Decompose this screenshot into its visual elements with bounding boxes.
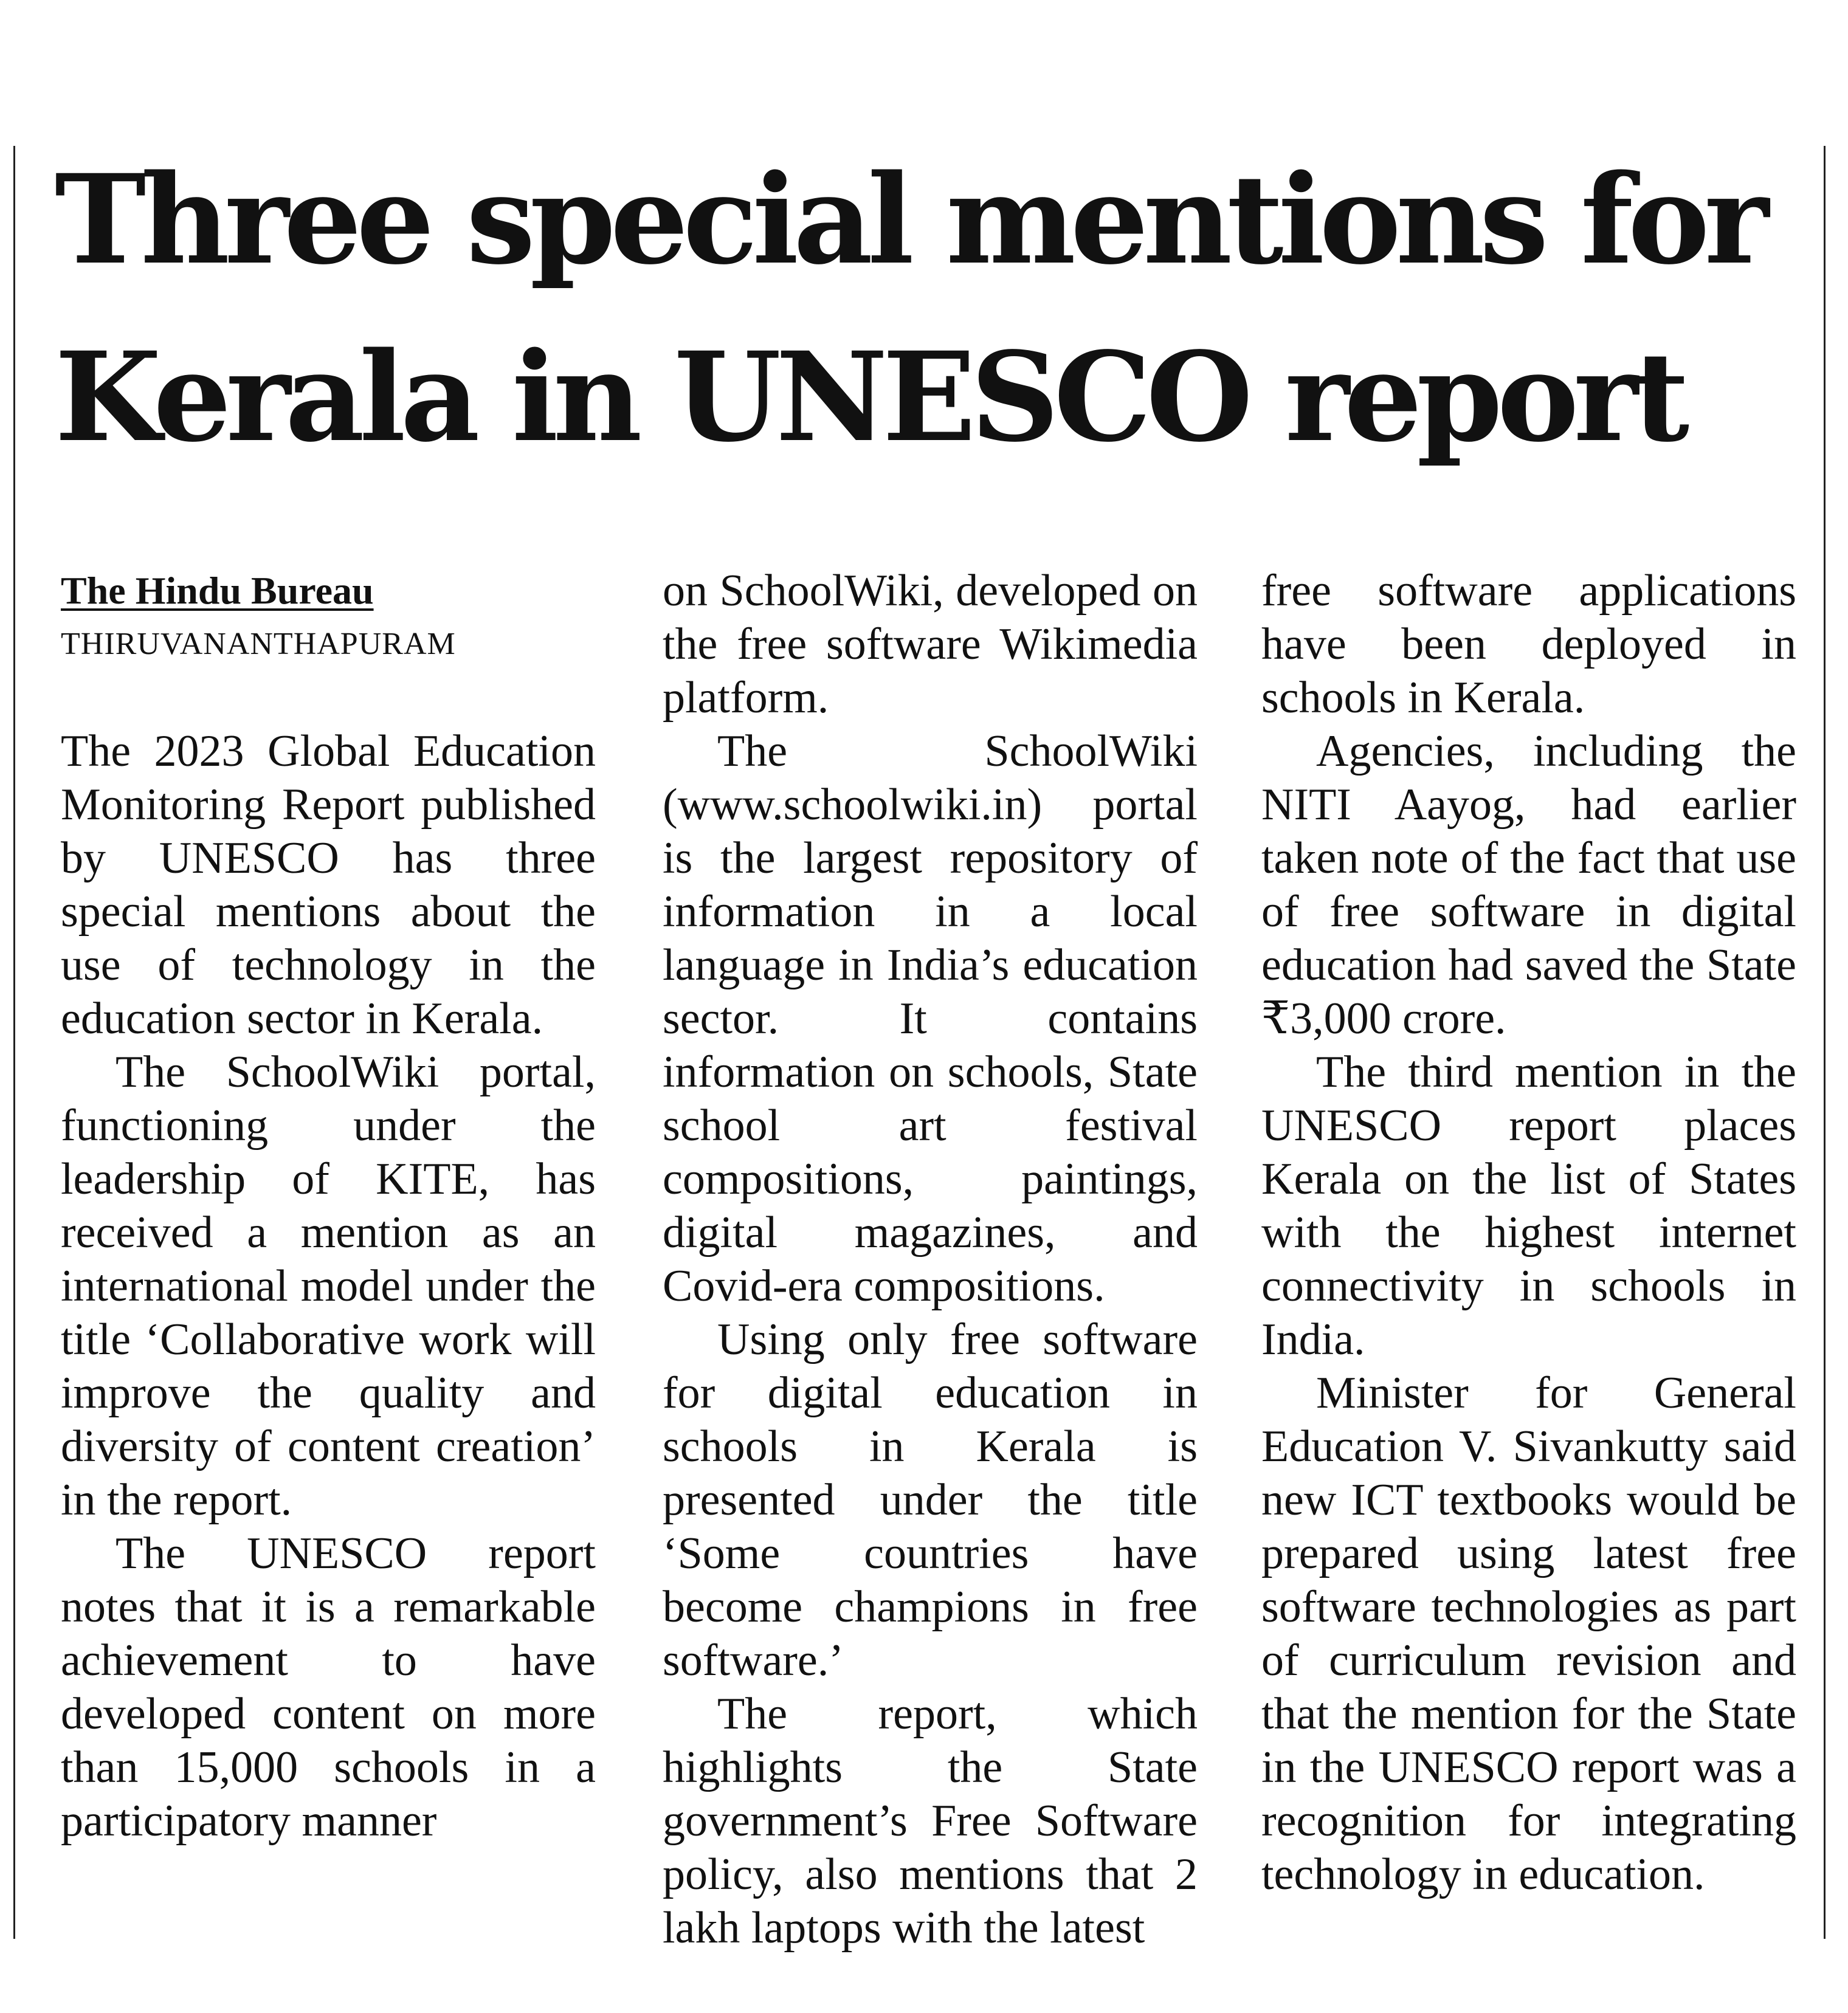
paragraph: free software applications have been deployed in schools in Kerala.	[1261, 566, 1796, 723]
paragraph: The SchoolWiki (www.schoolwiki.in) portal is the largest repository of information in a local language in India’s education sector. It contains information on schools, State school art festival compositions, paintings, digital magazines, and Covid-era compositions.	[663, 726, 1198, 1311]
headline-line-1: Three special mentions for	[55, 147, 1764, 292]
headline-line-2: Kerala in UNESCO report	[55, 325, 1684, 469]
paragraph: Minister for General Education V. Sivankutty said new ICT textbooks would be prepared using latest free software technologies as part of curriculum revision and that the mention for the State in the UNESCO report was a recognition for integrating technology in education.	[1261, 1368, 1796, 1899]
article-column-3	[1261, 564, 1796, 1901]
byline: The Hindu Bureau	[61, 569, 374, 612]
paragraph: The 2023 Global Education Monitoring Report published by UNESCO has three special mentions about the use of technology in the education sector in Kerala.	[61, 726, 596, 1044]
dateline: THIRUVANANTHAPURAM	[61, 627, 456, 661]
left-column-rule	[13, 146, 15, 1939]
paragraph: The SchoolWiki portal, functioning under the leadership of KITE, has received a mention as an international model under the title ‘Collaborative work will improve the quality and diversity of content creation’ in the report.	[61, 1047, 596, 1525]
paragraph: The third mention in the UNESCO report places Kerala on the list of States with the highest internet connectivity in schools in India.	[1261, 1047, 1796, 1364]
paragraph: on SchoolWiki, developed on the free software Wikimedia platform.	[663, 566, 1198, 723]
headline	[55, 131, 1805, 486]
right-column-rule	[1824, 146, 1826, 1939]
paragraph: The report, which highlights the State government’s Free Software policy, also mentions that 2 lakh laptops with the latest	[663, 1689, 1198, 1953]
article-column-1	[61, 564, 596, 1848]
paragraph: The UNESCO report notes that it is a remarkable achievement to have developed content on more than 15,000 schools in a participatory manner	[61, 1529, 596, 1846]
paragraph: Using only free software for digital education in schools in Kerala is presented under the title ‘Some countries have become champions in free software.’	[663, 1315, 1198, 1685]
article-column-2	[663, 564, 1198, 1955]
paragraph: Agencies, including the NITI Aayog, had earlier taken note of the fact that use of free software in digital education had saved the State ₹3,000 crore.	[1261, 726, 1796, 1044]
